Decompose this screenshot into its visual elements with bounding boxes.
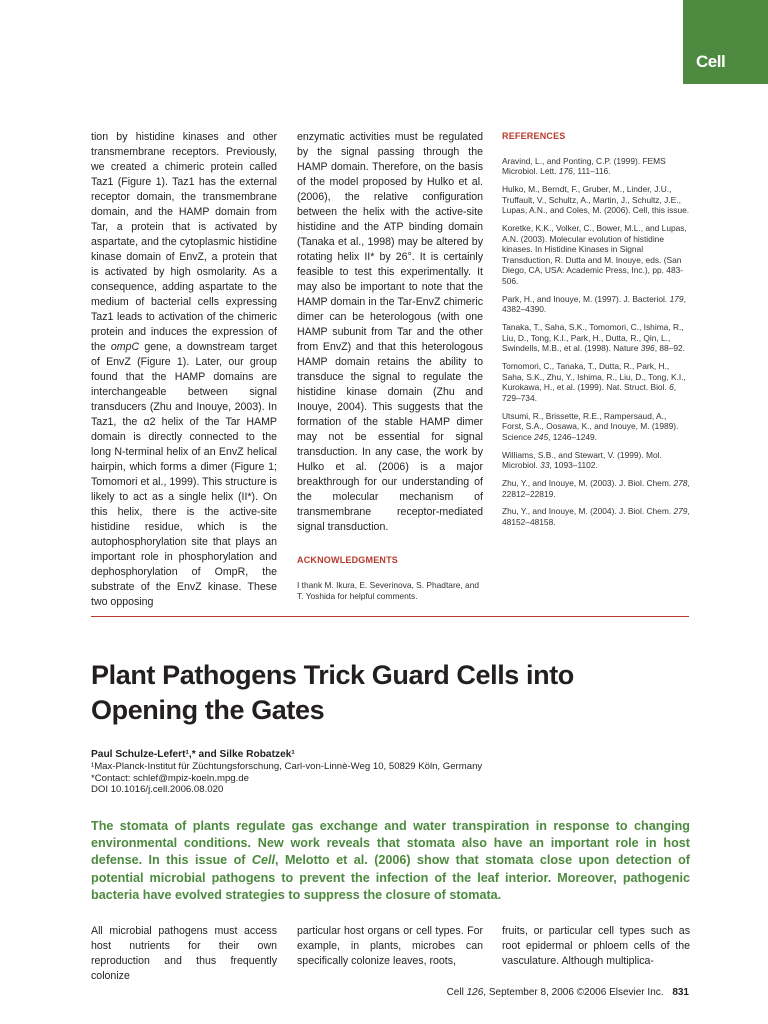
- article-meta: [91, 749, 691, 796]
- abstract: The stomata of plants regulate gas exchange and water transpiration in response to changing environmental conditions. New work reveals that stomata also have an important role in host defense. In this issue of Cell, Melotto et al. (2006) show that stomata close upon detection of potential microbial pathogens to prevent the infection of the leaf interior. Moreover, pathogenic bacteria have evolved strategies to suppress the closure of stomata.: [91, 819, 690, 902]
- body-column-2: [297, 924, 483, 969]
- reference-item: Utsumi, R., Brissette, R.E., Rampersaud, A., Forst, S.A., Oosawa, K., and Inouye, M. (1989). Science 245, 1246–1249.: [502, 410, 679, 442]
- reference-item: Koretke, K.K., Volker, C., Bower, M.L., and Lupas, A.N. (2003). Molecular evolution of histidine kinases. In Histidine Kinases in Signal Transduction, R. Dutta and M. Inouye, eds. (San Diego, CA, USA: Academic Press, Inc.), pp. 483-506.: [502, 222, 687, 286]
- article-title: Plant Pathogens Trick Guard Cells into Opening the Gates: [91, 660, 574, 725]
- contact: *Contact: schlef@mpiz-koeln.mpg.de: [91, 772, 249, 784]
- reference-item: Tanaka, T., Saha, S.K., Tomomori, C., Ishima, R., Liu, D., Tong, K.I., Park, H., Dutta, R., Qin, L., Swindells, M.B., et al. (1998). Nature 396, 88–92.: [502, 322, 685, 354]
- body-column-3: [502, 924, 690, 969]
- acknowledgments-text: I thank M. Ikura, E. Severinova, S. Phadtare, and T. Yoshida for helpful comments.: [297, 580, 480, 602]
- body-column-2-text: particular host organs or cell types. For example, in plants, microbes can specifically colonize leaves, roots,: [297, 925, 483, 967]
- references-column: [502, 131, 690, 535]
- body-column-1: [91, 924, 277, 984]
- doi: DOI 10.1016/j.cell.2006.08.020: [91, 784, 224, 796]
- top-column-1-text: tion by histidine kinases and other transmembrane receptors. Previously, we created a chimeric protein called Taz1 (Figure 1). Taz1 has the external receptor domain, the transmembrane domain, and the HAMP domain from Tar, a protein that is activated by aspartate, and the cytoplasmic histidine kinase domain of EnvZ, a protein that is activated by high osmolarity. As a consequence, adding aspartate to the medium of bacterial cells expressing Taz1 leads to activation of the chimeric protein and induces the expression of the ompC gene, a downstream target of EnvZ (Figure 1). Later, our group found that the HAMP domains are interchangeable between signal transducers (Zhu and Inouye, 2003). In Taz1, the α2 helix of the Tar HAMP domain is directly connected to the long N-terminal helix of an EnvZ helical hairpin, which forms a dimer (Figure 1; Tomomori et al., 1999). This structure is likely to act as a single helix (II*). On this helix, there is the active-site histidine residue, which is the autophosphorylation site that plays an important role in phosphorylation and dephosphorylation of OmpR, the substrate of the EnvZ kinase. These two opposing: [91, 131, 277, 608]
- reference-item: Park, H., and Inouye, M. (1997). J. Bacteriol. 179, 4382–4390.: [502, 293, 686, 315]
- reference-item: Zhu, Y., and Inouye, M. (2003). J. Biol. Chem. 278, 22812–22819.: [502, 477, 690, 499]
- acknowledgments-heading: ACKNOWLEDGMENTS: [297, 555, 398, 565]
- top-column-2: [297, 130, 483, 603]
- reference-item: Tomomori, C., Tanaka, T., Dutta, R., Park, H., Saha, S.K., Zhu, Y., Ishima, R., Liu, D., Tong, K.I., Kurokawa, H., et al. (1999). Nat. Struct. Biol. 6, 729–734.: [502, 361, 686, 403]
- reference-item: Zhu, Y., and Inouye, M. (2004). J. Biol. Chem. 279, 48152–48158.: [502, 506, 690, 527]
- top-column-2-text: enzymatic activities must be regulated by the signal passing through the HAMP domain. Therefore, on the basis of the model proposed by Hulko et al. (2006), the relative configuration between the helix with the active-site histidine and the ATP binding domain (Tanaka et al., 1998) may be altered by rotating helix II* by 26°. It is certainly feasible to test this experimentally. It may also be important to note that the HAMP domain in the Tar-EnvZ chimeric dimer can be heterologous (with one HAMP subunit from Tar and the other from EnvZ) and that this heterologous HAMP domain retains the ability to transduce the signal to regulate the histidine kinase domain (Zhu and Inouye, 2004). This suggests that the formation of the stable HAMP dimer may not be essential for signal transduction. In any case, the work by Hulko et al. (2006) is a major breakthrough for our understanding of the molecular mechanism of transmembrane receptor-mediated signal transduction.: [297, 131, 483, 533]
- page-number: 831: [672, 987, 689, 998]
- authors: Paul Schulze-Lefert¹,* and Silke Robatzek¹: [91, 749, 295, 760]
- reference-item: Aravind, L., and Ponting, C.P. (1999). FEMS Microbiol. Lett. 176, 111–116.: [502, 155, 666, 177]
- body-column-3-text: fruits, or particular cell types such as root epidermal or phloem cells of the vasculature. Although multiplica-: [502, 925, 690, 967]
- reference-item: Williams, S.B., and Stewart, V. (1999). Mol. Microbiol. 33, 1093–1102.: [502, 449, 662, 471]
- top-column-1: [91, 130, 277, 610]
- journal-name: Cell: [696, 52, 726, 71]
- body-column-1-text: All microbial pathogens must access host nutrients for their own reproduction and thus frequently colonize: [91, 925, 277, 982]
- references-list: [502, 156, 690, 528]
- reference-item: Hulko, M., Berndt, F., Gruber, M., Linder, J.U., Truffault, V., Schultz, A., Martin, J., Schultz, J.E., Lupas, A.N., and Coles, M. (2006). Cell, this issue.: [502, 183, 690, 216]
- affiliation: ¹Max-Planck-Institut für Züchtungsforschung, Carl-von-Linnè-Weg 10, 50829 Köln, Germany: [91, 760, 483, 772]
- journal-tab: [683, 0, 768, 84]
- section-divider: [91, 616, 689, 617]
- page-footer: [447, 987, 689, 998]
- references-heading: REFERENCES: [502, 131, 566, 141]
- footer-citation: Cell 126, September 8, 2006 ©2006 Elsevier Inc.: [446, 987, 664, 998]
